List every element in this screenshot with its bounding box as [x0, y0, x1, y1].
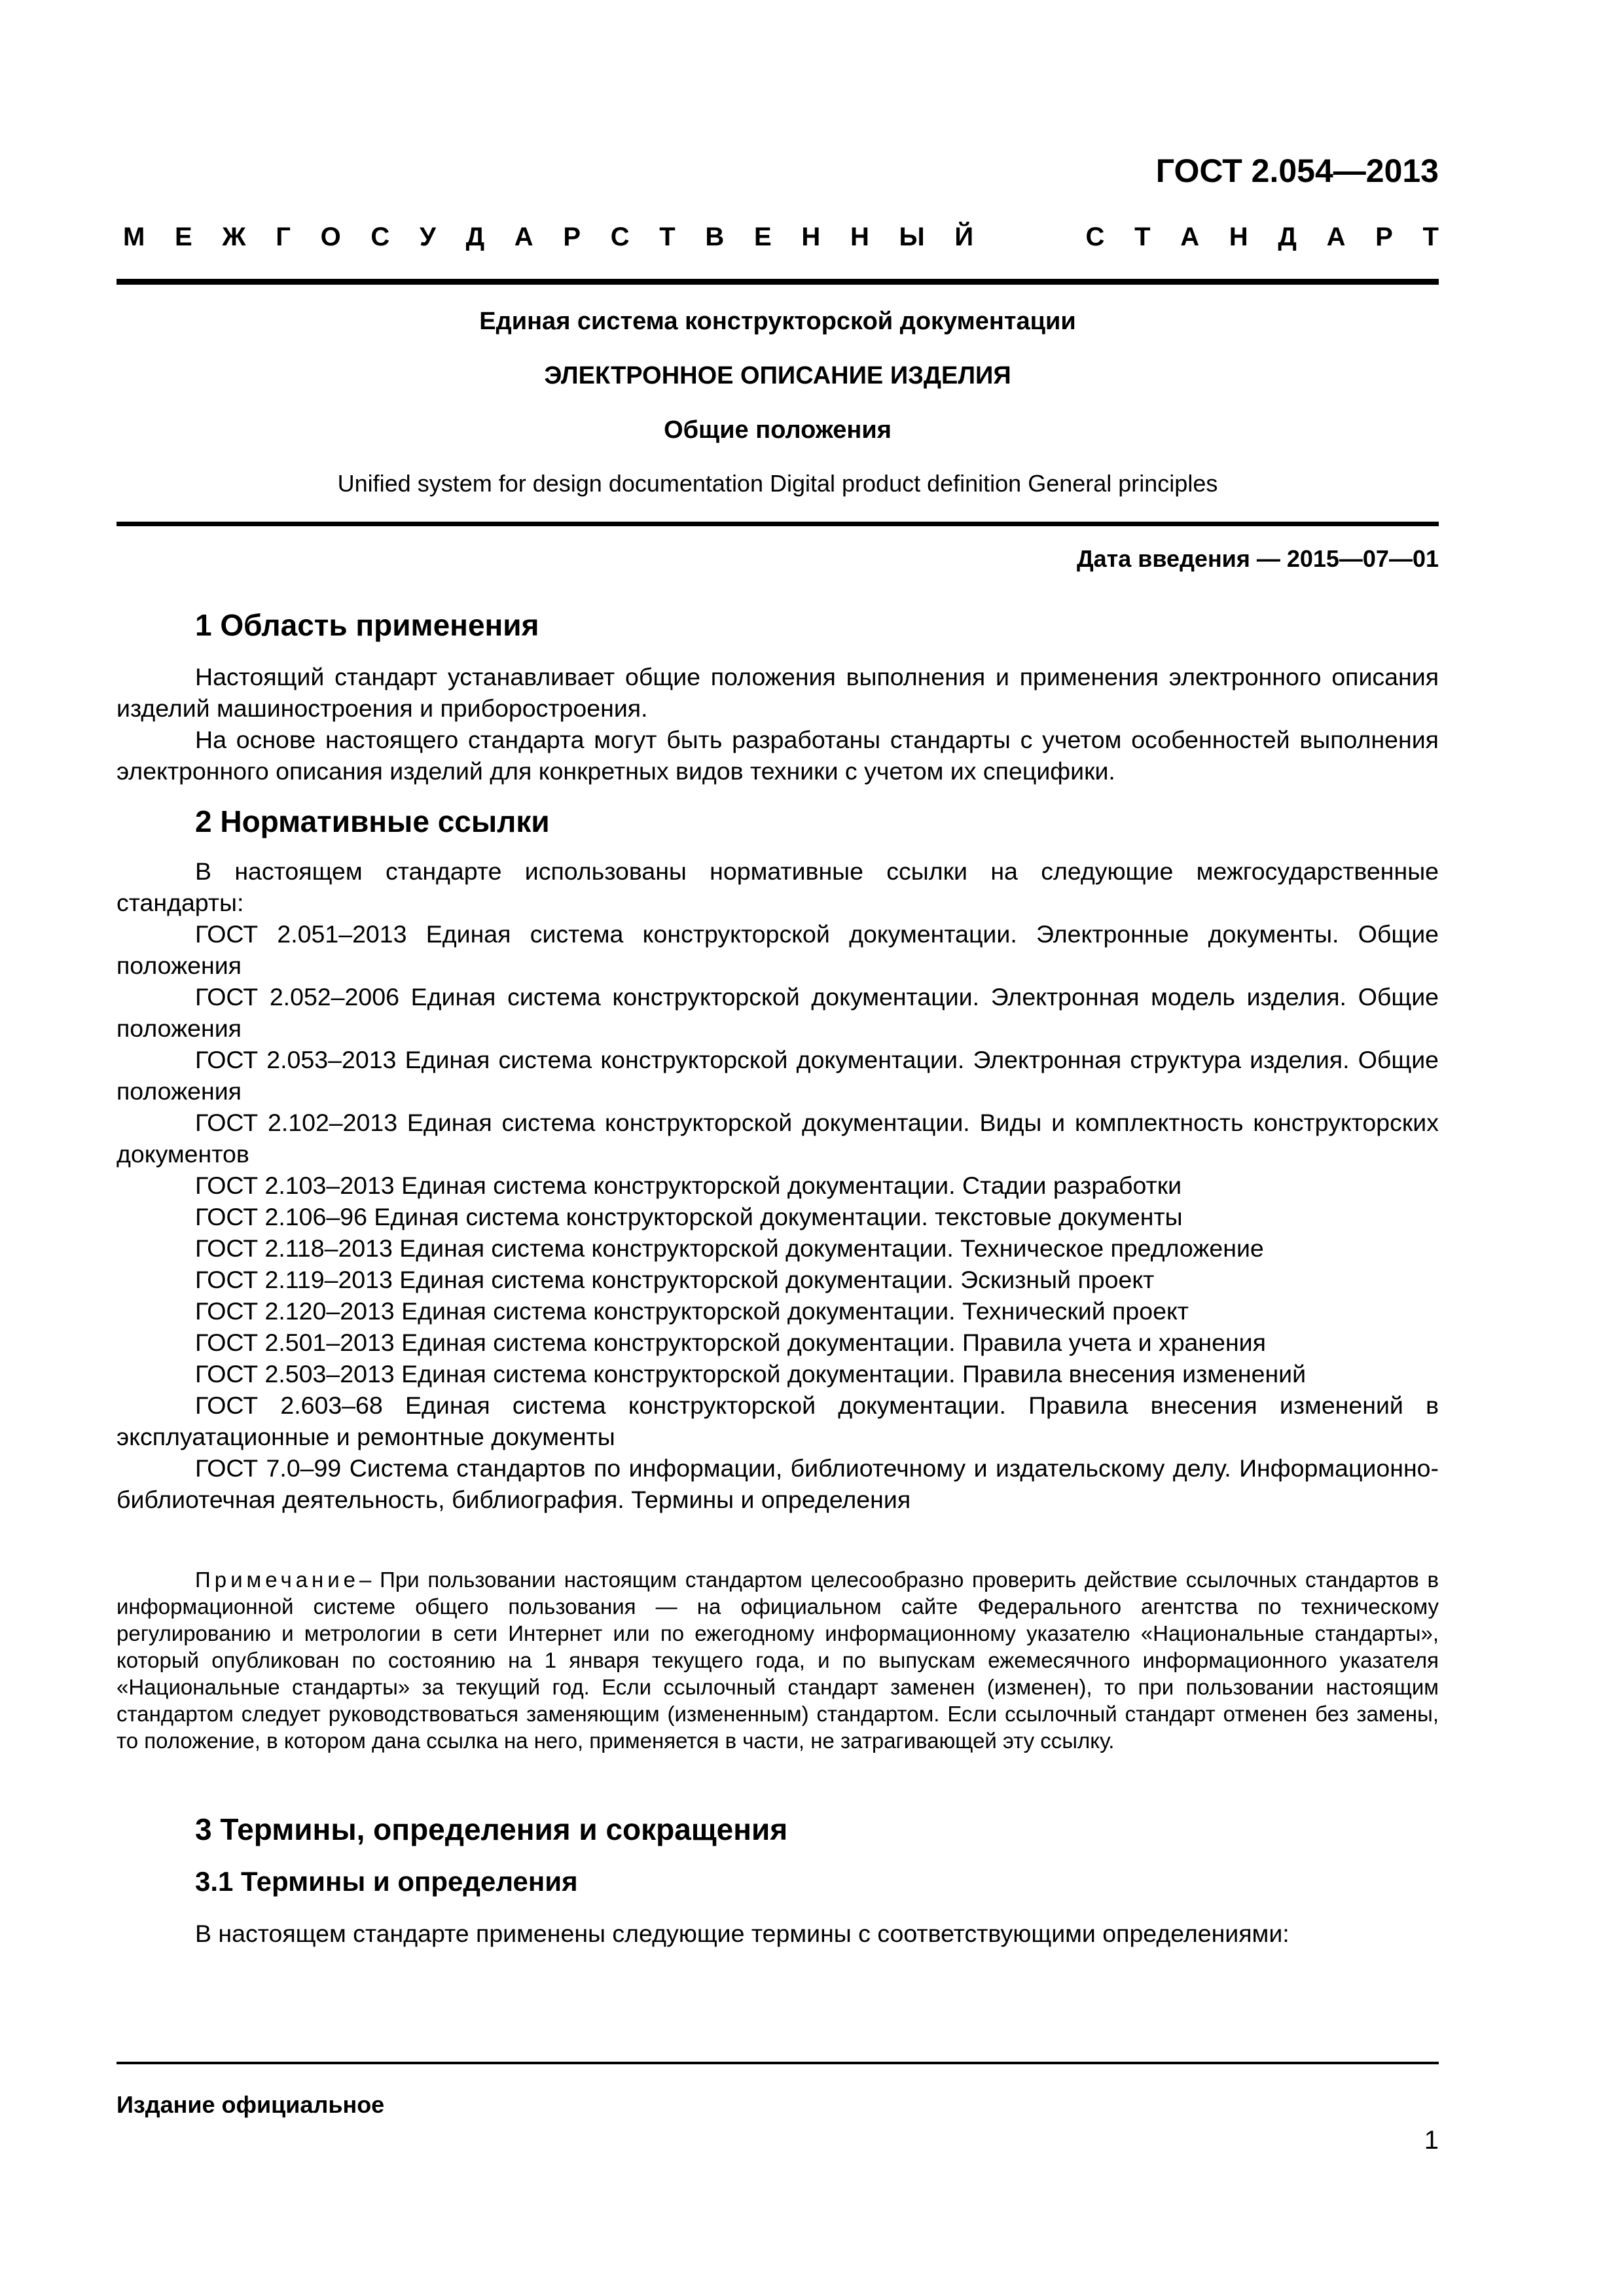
banner-letter: М [123, 223, 145, 251]
document-title: ЭЛЕКТРОННОЕ ОПИСАНИЕ ИЗДЕЛИЯ [544, 362, 1011, 389]
reference-note [117, 1566, 1439, 1754]
header-divider [117, 279, 1439, 285]
banner-letter: О [320, 223, 341, 251]
section-2-heading: 2 Нормативные ссылки [195, 804, 550, 838]
standard-number: ГОСТ 2.054—2013 [1155, 152, 1439, 189]
banner-letter: А [1180, 223, 1200, 251]
banner-letter: А [1326, 223, 1346, 251]
paragraph: Настоящий стандарт устанавливает общие положения выполнения и применения электронного описания изделий машиностроения и приборостроения. [117, 663, 1439, 722]
page-number: 1 [1424, 2126, 1439, 2155]
banner-letter: Т [1422, 223, 1439, 251]
reference-item: ГОСТ 2.103–2013 Единая система конструкторской документации. Стадии разработки [195, 1172, 1182, 1199]
reference-item: ГОСТ 2.051–2013 Единая система конструкторской документации. Электронные документы. Общие положения [117, 920, 1439, 979]
banner-letter: Н [1229, 223, 1248, 251]
reference-item: ГОСТ 7.0–99 Система стандартов по информации, библиотечному и издательскому делу. Информационно-библиотечная деятельность, библиография. Термины и определения [117, 1454, 1439, 1513]
banner-letter: Г [276, 223, 291, 251]
banner-letter: У [420, 223, 436, 251]
section-3-body [117, 1918, 1439, 1949]
banner-letter: Н [850, 223, 869, 251]
banner-letter: Ж [222, 223, 246, 251]
banner-letter: А [514, 223, 533, 251]
reference-item: ГОСТ 2.052–2006 Единая система конструкторской документации. Электронная модель изделия. Общие положения [117, 983, 1439, 1042]
banner-letter: Р [563, 223, 581, 251]
reference-item: ГОСТ 2.503–2013 Единая система конструкторской документации. Правила внесения изменений [195, 1360, 1307, 1388]
reference-item: ГОСТ 2.106–96 Единая система конструкторской документации. текстовые документы [195, 1203, 1183, 1230]
reference-item: ГОСТ 2.118–2013 Единая система конструкторской документации. Техническое предложение [195, 1234, 1264, 1262]
paragraph: В настоящем стандарте применены следующие термины с соответствующими определениями: [195, 1920, 1290, 1947]
banner-letter: Е [754, 223, 772, 251]
section-2-body [117, 855, 1439, 1515]
banner-letter: С [610, 223, 630, 251]
banner-letter: Й [954, 223, 974, 251]
banner-letter: Т [659, 223, 676, 251]
banner-letter: Н [801, 223, 821, 251]
banner-letter: С [1085, 223, 1105, 251]
paragraph: На основе настоящего стандарта могут быть разработаны стандарты с учетом особенностей выполнения электронного описания изделий для конкретных видов техники с учетом их специфики. [117, 726, 1439, 785]
banner-letter: Ы [899, 223, 925, 251]
banner-letter: Р [1375, 223, 1393, 251]
reference-item: ГОСТ 2.119–2013 Единая система конструкторской документации. Эскизный проект [195, 1266, 1155, 1293]
section-3-heading: 3 Термины, определения и сокращения [195, 1812, 788, 1846]
document-subtitle: Общие положения [664, 416, 892, 444]
subsection-3-1-heading: 3.1 Термины и определения [195, 1866, 578, 1897]
section-1-heading: 1 Область применения [195, 608, 539, 642]
series-title: Единая система конструкторской документации [479, 308, 1076, 335]
reference-item: ГОСТ 2.053–2013 Единая система конструкторской документации. Электронная структура изделия. Общие положения [117, 1046, 1439, 1105]
reference-item: ГОСТ 2.102–2013 Единая система конструкторской документации. Виды и комплектность конструкторских документов [117, 1109, 1439, 1168]
banner-letter: С [370, 223, 390, 251]
footer-divider [117, 2062, 1439, 2064]
title-divider [117, 522, 1439, 526]
banner-letter: В [705, 223, 725, 251]
reference-item: ГОСТ 2.501–2013 Единая система конструкторской документации. Правила учета и хранения [195, 1329, 1266, 1356]
reference-item: ГОСТ 2.603–68 Единая система конструкторской документации. Правила внесения изменений в эксплуатационные и ремонтные документы [117, 1391, 1439, 1450]
banner-word-gap [1003, 223, 1056, 252]
section-1-body [117, 661, 1439, 787]
reference-item: ГОСТ 2.120–2013 Единая система конструкторской документации. Технический проект [195, 1297, 1189, 1325]
interstate-standard-banner [123, 223, 1439, 252]
official-edition-label: Издание официальное [117, 2091, 385, 2118]
introduction-date: Дата введения — 2015—07—01 [1076, 545, 1439, 572]
banner-letter: Д [1278, 223, 1297, 251]
english-title: Unified system for design documentation Digital product definition General principles [337, 470, 1218, 497]
banner-letter: Е [175, 223, 192, 251]
paragraph: В настоящем стандарте использованы нормативные ссылки на следующие межгосударственные стандарты: [117, 857, 1439, 916]
note-label: Примечание [195, 1568, 360, 1592]
note-text: – При пользовании настоящим стандартом целесообразно проверить действие ссылочных стандартов в информационной системе общего пользования — на официальном сайте Федерального агентства по техническому регулированию и метрологии в сети Интернет или по ежегодному информационному указателю «Национальные стандарты», который опубликован по состоянию на 1 января текущего года, и по выпускам ежемесячного информационного указателя «Национальные стандарты» за текущий год. Если ссылочный стандарт заменен (изменен), то при пользовании настоящим стандартом следует руководствоваться заменяющим (измененным) стандартом. Если ссылочный стандарт отменен без замены, то положение, в котором дана ссылка на него, применяется в части, не затрагивающей эту ссылку. [117, 1568, 1439, 1753]
banner-letter: Т [1134, 223, 1151, 251]
banner-letter: Д [465, 223, 485, 251]
